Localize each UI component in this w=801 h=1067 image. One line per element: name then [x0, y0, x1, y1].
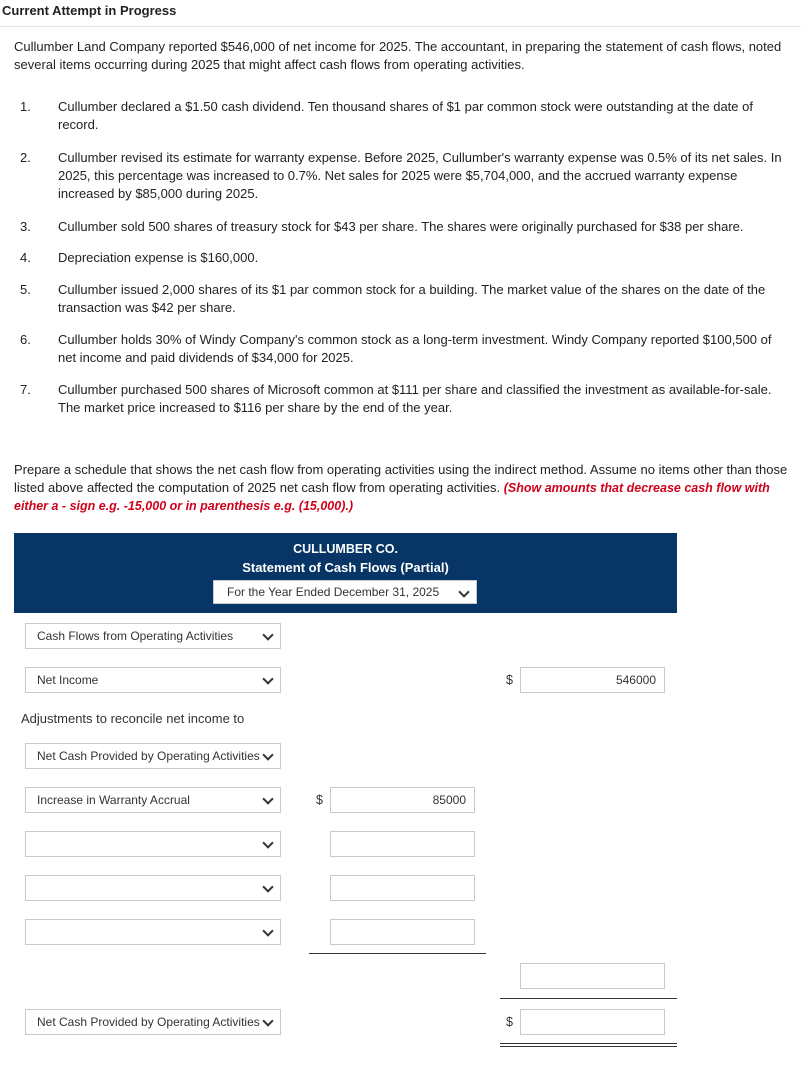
adjustment-amount-input[interactable]	[330, 831, 475, 857]
item-text: Cullumber sold 500 shares of treasury stock for $43 per share. The shares were originally purchased for $38 per share.	[58, 219, 744, 234]
item-text: Cullumber declared a $1.50 cash dividend. Ten thousand shares of $1 par common stock were outstanding at the date of record.	[58, 99, 753, 132]
item-number: 5.	[20, 282, 31, 297]
statement-title: Statement of Cash Flows (Partial)	[242, 560, 449, 575]
adjustment-account-select[interactable]	[25, 787, 281, 813]
currency-symbol: $	[506, 673, 513, 687]
currency-symbol: $	[316, 793, 323, 807]
list-item	[20, 98, 790, 138]
item-number: 7.	[20, 382, 31, 397]
list-item	[20, 331, 790, 371]
instruction-note: (Show amounts that decrease cash flow with either a - sign e.g. -15,000 or in parenthesis e.g. (15,000).)	[14, 481, 770, 513]
period-select[interactable]	[213, 580, 477, 604]
period-select-value: For the Year Ended December 31, 2025	[227, 585, 440, 599]
adjustment-amount-input[interactable]	[330, 919, 475, 945]
list-item	[20, 218, 790, 238]
final-select[interactable]	[25, 1009, 281, 1035]
adjustment-account-value: Increase in Warranty Accrual	[37, 793, 190, 807]
item-text: Cullumber holds 30% of Windy Company's common stock as a long-term investment. Windy Company reported $100,500 of net income and paid dividends of $34,000 for 2025.	[58, 332, 772, 365]
chevron-down-icon	[262, 1015, 273, 1026]
adjustment-account-select[interactable]	[25, 831, 281, 857]
total-rule	[500, 998, 677, 999]
item-number: 1.	[20, 99, 31, 114]
item-number: 6.	[20, 332, 31, 347]
adjustment-account-select[interactable]	[25, 919, 281, 945]
total-adjustments-input[interactable]	[520, 963, 665, 989]
adjustments-label: Adjustments to reconcile net income to	[21, 711, 245, 726]
problem-intro: Cullumber Land Company reported $546,000 of net income for 2025. The accountant, in preparing the statement of cash flows, noted several items occurring during 2025 that might affect cash flows from operating activities.	[14, 39, 782, 72]
adjustment-amount-input[interactable]: 85000	[330, 787, 475, 813]
item-number: 4.	[20, 250, 31, 265]
net-cash-operating-input[interactable]	[520, 1009, 665, 1035]
net-income-select-value: Net Income	[37, 673, 99, 687]
double-rule-bottom	[500, 1046, 677, 1047]
list-item	[20, 149, 790, 205]
net-income-amount-input[interactable]: 546000	[520, 667, 665, 693]
chevron-down-icon	[262, 925, 273, 936]
chevron-down-icon	[262, 749, 273, 760]
chevron-down-icon	[262, 837, 273, 848]
chevron-down-icon	[262, 793, 273, 804]
chevron-down-icon	[458, 586, 469, 597]
company-name: CULLUMBER CO.	[293, 542, 398, 556]
top-bar	[0, 0, 801, 27]
adjustment-amount-input[interactable]	[330, 875, 475, 901]
item-number: 3.	[20, 219, 31, 234]
currency-symbol: $	[506, 1015, 513, 1029]
attempt-status: Current Attempt in Progress	[2, 3, 177, 18]
double-rule-top	[500, 1043, 677, 1044]
item-text: Cullumber revised its estimate for warranty expense. Before 2025, Cullumber's warranty expense was 0.5% of its net sales. In 2025, this percentage was increased to 0.7%. Net sales for 2025 were $5,704,000, and the accrued warranty expense increased by $85,000 during 2025.	[58, 150, 782, 201]
section-select-value: Cash Flows from Operating Activities	[37, 629, 234, 643]
final-select-value: Net Cash Provided by Operating Activities	[37, 1015, 260, 1029]
chevron-down-icon	[262, 881, 273, 892]
item-number: 2.	[20, 150, 31, 165]
adjustment-account-select[interactable]	[25, 875, 281, 901]
instruction-text: Prepare a schedule that shows the net cash flow from operating activities using the indirect method. Assume no items other than those listed above affected the computation of 2025 net cash flow from operating activities.	[14, 462, 788, 495]
chevron-down-icon	[262, 673, 273, 684]
item-text: Cullumber issued 2,000 shares of its $1 par common stock for a building. The market value of the shares on the date of the transaction was $42 per share.	[58, 282, 766, 315]
adjustments-select[interactable]	[25, 743, 281, 769]
adjustments-select-value: Net Cash Provided by Operating Activities	[37, 749, 260, 763]
statement-header	[14, 533, 677, 613]
chevron-down-icon	[262, 629, 273, 640]
subtotal-rule	[309, 953, 486, 954]
list-item	[20, 281, 790, 321]
instructions	[14, 461, 794, 515]
net-income-select[interactable]	[25, 667, 281, 693]
item-text: Cullumber purchased 500 shares of Microsoft common at $111 per share and classified the investment as available-for-sale. The market price increased to $116 per share by the end of the year.	[58, 382, 772, 415]
item-text: Depreciation expense is $160,000.	[58, 250, 259, 265]
section-select[interactable]	[25, 623, 281, 649]
list-item	[20, 381, 790, 421]
list-item	[20, 249, 790, 269]
